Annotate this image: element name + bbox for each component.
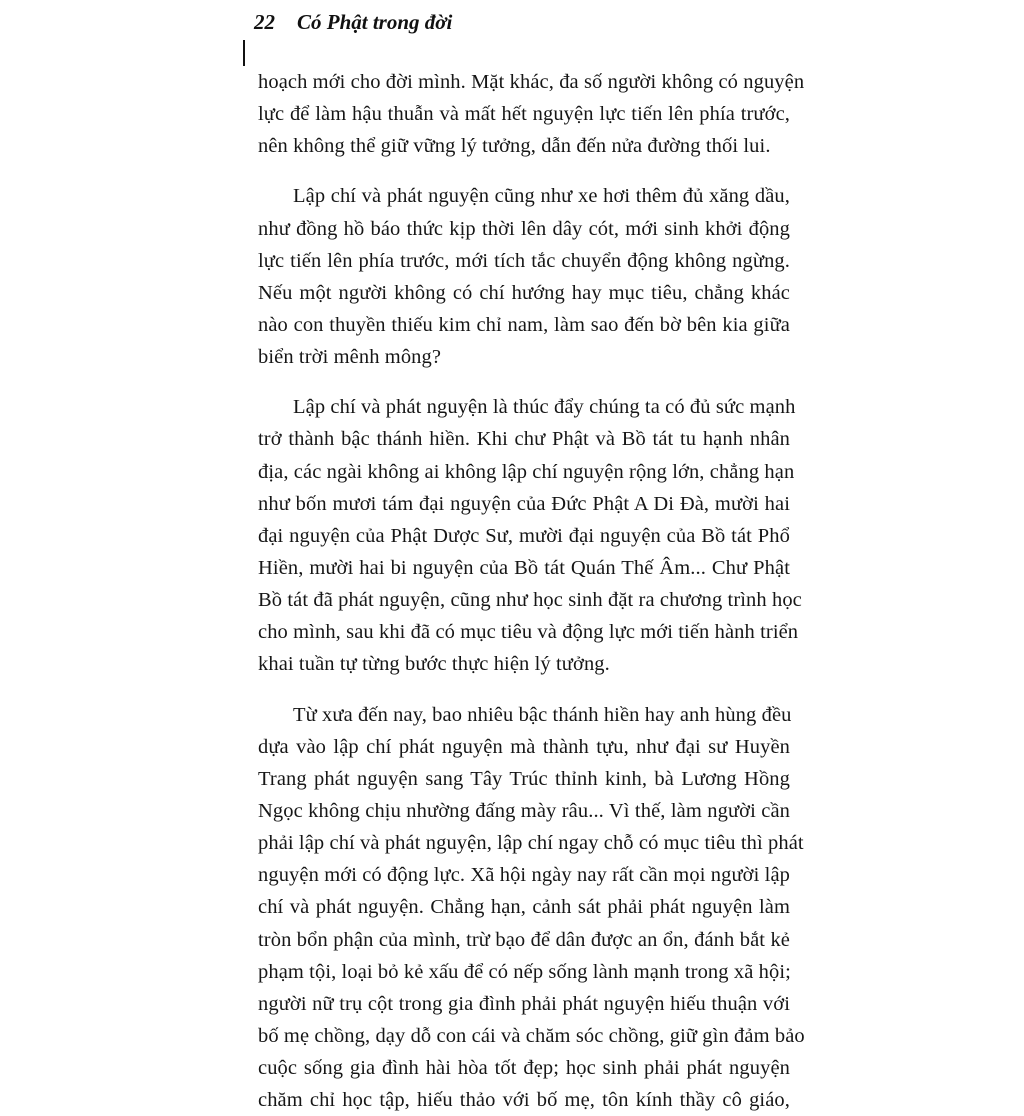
text-line: tròn bổn phận của mình, trừ bạo để dân được an ổn, đánh bắt kẻ [258,928,790,951]
text-line: dựa vào lập chí phát nguyện mà thành tựu, như đại sư Huyền [258,735,790,758]
text-line: cho mình, sau khi đã có mục tiêu và động lực mới tiến hành triển [258,621,799,644]
text-line: như bốn mươi tám đại nguyện của Đức Phật A Di Đà, mười hai [258,492,790,515]
text-line: Bồ tát đã phát nguyện, cũng như học sinh đặt ra chương trình học [258,589,802,612]
text-line: người nữ trụ cột trong gia đình phải phát nguyện hiếu thuận với [258,992,790,1015]
paragraph-gap [258,162,790,180]
text-line: nào con thuyền thiếu kim chỉ nam, làm sao đến bờ bên kia giữa [258,313,790,336]
page-number: 22 [254,10,275,34]
text-line: khai tuần tự từng bước thực hiện lý tưởng. [258,653,610,676]
text-line: lực để làm hậu thuẫn và mất hết nguyện lực tiến lên phía trước, [258,103,790,126]
text-line: Hiền, mười hai bi nguyện của Bồ tát Quán Thế Âm... Chư Phật [258,556,790,579]
paragraph [258,391,802,680]
text-line: đại nguyện của Phật Dược Sư, mười đại nguyện của Bồ tát Phổ [258,524,790,547]
text-line: Lập chí và phát nguyện cũng như xe hơi thêm đủ xăng dầu, [293,185,790,208]
text-line: Nếu một người không có chí hướng hay mục tiêu, chẳng khác [258,281,790,304]
text-line: hoạch mới cho đời mình. Mặt khác, đa số người không có nguyện [258,71,805,93]
text-line: lực tiến lên phía trước, mới tích tắc chuyển động không ngừng. [258,249,790,272]
text-line: biển trời mênh mông? [258,346,442,369]
paragraph-gap [258,681,790,699]
text-line: phạm tội, loại bỏ kẻ xấu để có nếp sống lành mạnh trong xã hội; [258,960,791,983]
text-line: Ngọc không chịu nhường đấng mày râu... Vì thế, làm người cần [258,799,790,822]
paragraph-gap [258,373,790,391]
text-line: trở thành bậc thánh hiền. Khi chư Phật và Bồ tát tu hạnh nhân [258,428,790,451]
text-line: nên không thể giữ vững lý tưởng, dẫn đến nửa đường thối lui. [258,135,771,158]
text-line: địa, các ngài không ai không lập chí nguyện rộng lớn, chẳng hạn [258,460,795,483]
text-line: cuộc sống gia đình hài hòa tốt đẹp; học sinh phải phát nguyện [258,1057,790,1080]
body-text [258,66,805,1116]
paragraph [258,66,805,162]
text-line: như đồng hồ báo thức kịp thời lên dây cót, mới sinh khởi động [258,217,790,240]
text-line: Từ xưa đến nay, bao nhiêu bậc thánh hiền hay anh hùng đều [293,703,792,726]
paragraph [258,180,790,373]
paragraph [258,699,805,1116]
text-line: nguyện mới có động lực. Xã hội ngày nay rất cần mọi người lập [258,864,790,887]
text-line: Lập chí và phát nguyện là thúc đẩy chúng ta có đủ sức mạnh [293,396,796,419]
text-line: chăm chỉ học tập, hiếu thảo với bố mẹ, tôn kính thầy cô giáo, [258,1089,790,1112]
margin-mark [243,40,245,66]
text-line: chí và phát nguyện. Chẳng hạn, cảnh sát phải phát nguyện làm [258,896,790,919]
running-title: Có Phật trong đời [297,10,453,34]
text-line: Trang phát nguyện sang Tây Trúc thỉnh kinh, bà Lương Hồng [258,767,790,790]
text-line: bố mẹ chồng, dạy dỗ con cái và chăm sóc chồng, giữ gìn đảm bảo [258,1024,805,1047]
running-header [254,10,452,44]
text-line: phải lập chí và phát nguyện, lập chí ngay chỗ có mục tiêu thì phát [258,832,804,855]
